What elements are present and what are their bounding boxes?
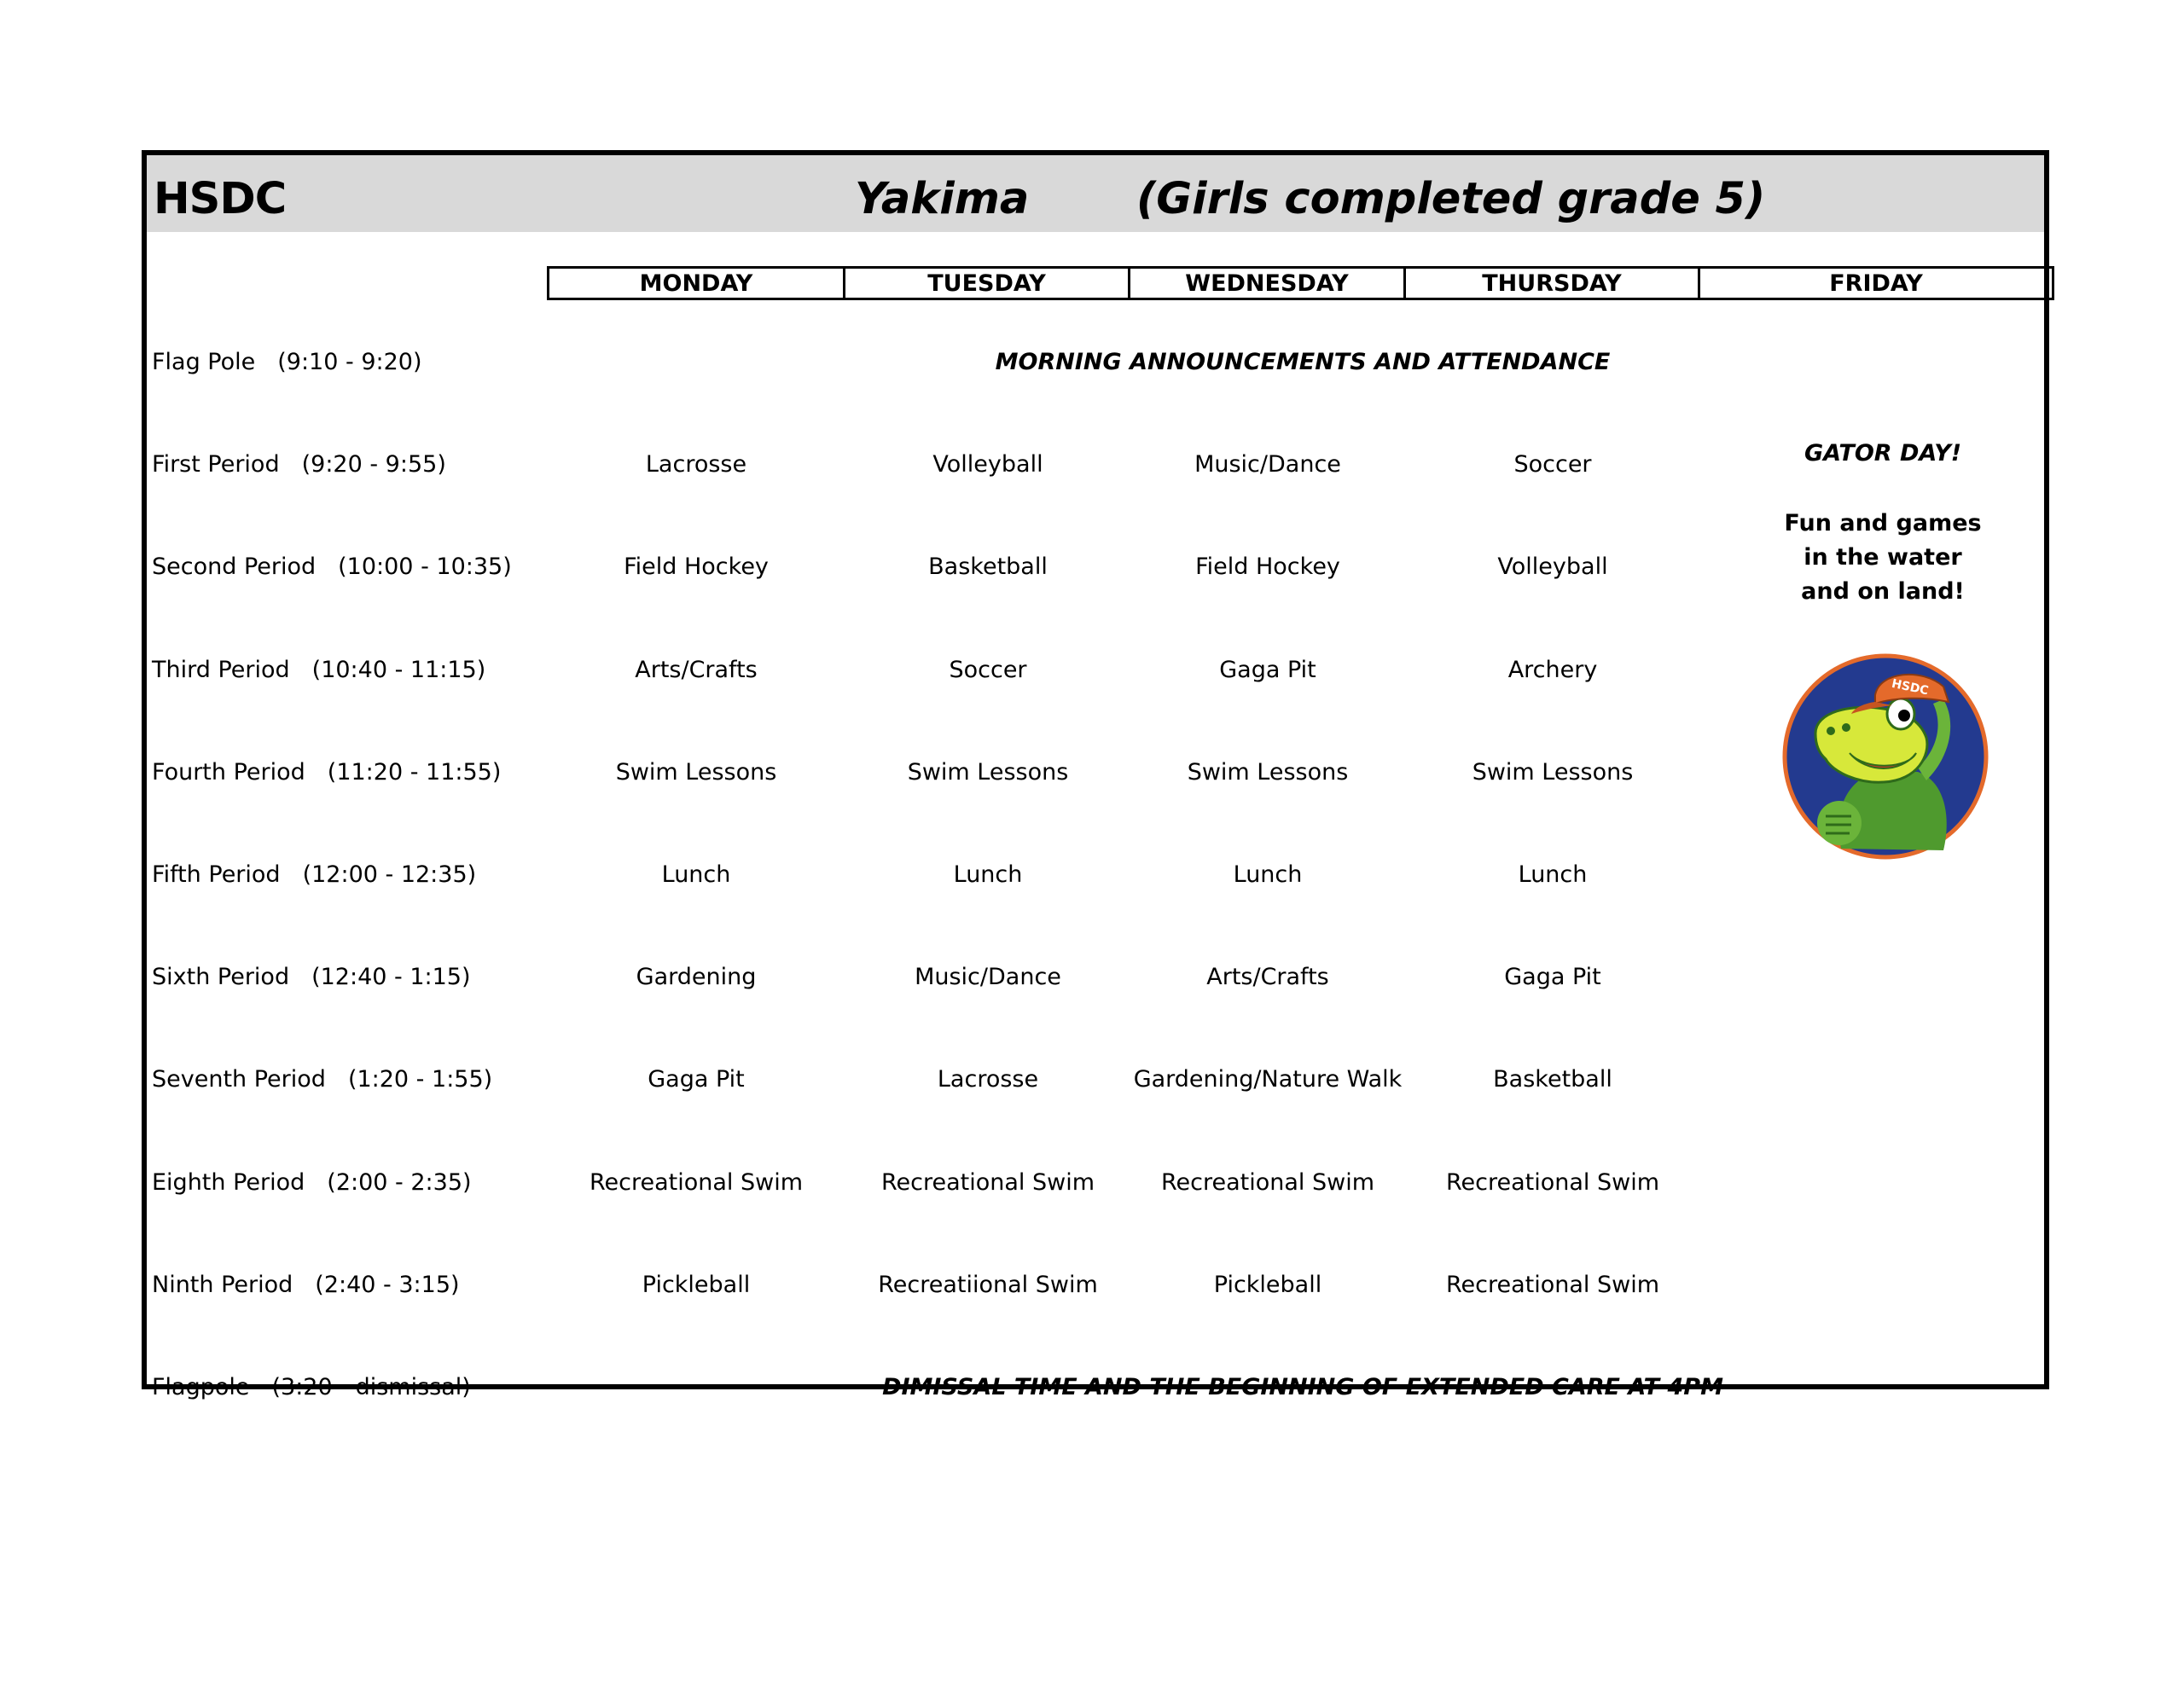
activity-cell: Field Hockey (624, 554, 769, 580)
period-name: Third Period (152, 657, 290, 683)
period-label (152, 1376, 471, 1399)
activity-cell: Volleyball (932, 451, 1043, 478)
period-name: Flagpole (152, 1374, 250, 1400)
activity-cell: Swim Lessons (907, 759, 1069, 786)
activity-cell: Recreatiional Swim (878, 1272, 1098, 1298)
period-name: Fifth Period (152, 861, 281, 888)
period-label (152, 863, 476, 886)
period-time: (10:00 - 10:35) (338, 554, 512, 580)
period-label (152, 761, 501, 784)
period-time: (10:40 - 11:15) (311, 657, 486, 683)
activity-cell: Gaga Pit (648, 1066, 745, 1093)
activity-cell: Recreational Swim (1445, 1272, 1660, 1298)
friday-line: Fun and games (1784, 510, 1982, 536)
period-label (152, 1068, 492, 1091)
period-time: (12:00 - 12:35) (302, 861, 477, 888)
period-name: Ninth Period (152, 1272, 293, 1298)
activity-cell: Recreational Swim (1445, 1169, 1660, 1196)
period-time: (2:40 - 3:15) (315, 1272, 460, 1298)
day-header-friday: FRIDAY (1700, 266, 2054, 300)
activity-cell: Swim Lessons (1187, 759, 1349, 786)
period-name: Second Period (152, 554, 317, 580)
period-name: First Period (152, 451, 280, 478)
activity-cell: Lunch (1233, 861, 1303, 888)
period-label (152, 555, 512, 578)
activity-cell: Gardening/Nature Walk (1133, 1066, 1403, 1093)
period-time: (11:20 - 11:55) (327, 759, 502, 786)
activity-cell: Volleyball (1497, 554, 1608, 580)
period-label (152, 453, 446, 476)
gator-mascot-icon (1781, 652, 1989, 861)
banner-text: DIMISSAL TIME AND THE BEGINNING OF EXTENDED CARE AT 4PM (882, 1374, 1723, 1400)
cap-text: HSDC (1890, 676, 1930, 699)
activity-cell: Basketball (1493, 1066, 1612, 1093)
org-title: HSDC (154, 174, 287, 224)
period-time: (9:10 - 9:20) (277, 349, 422, 375)
period-name: Seventh Period (152, 1066, 326, 1093)
activity-cell: Music/Dance (915, 964, 1061, 990)
activity-cell: Lunch (1518, 861, 1588, 888)
period-name: Flag Pole (152, 349, 256, 375)
period-label (152, 965, 471, 988)
activity-cell: Pickleball (1213, 1272, 1322, 1298)
activity-cell: Swim Lessons (1472, 759, 1634, 786)
activity-cell: Recreational Swim (589, 1169, 804, 1196)
activity-cell: Soccer (1513, 451, 1592, 478)
day-header-thursday: THURSDAY (1406, 266, 1700, 300)
activity-cell: Basketball (928, 554, 1048, 580)
period-name: Eighth Period (152, 1169, 305, 1196)
activity-cell: Gaga Pit (1219, 657, 1316, 683)
schedule-sheet (142, 150, 2049, 1400)
friday-line: in the water (1804, 544, 1962, 571)
activity-cell: Arts/Crafts (1206, 964, 1329, 990)
activity-cell: Swim Lessons (615, 759, 777, 786)
activity-cell: Pickleball (642, 1272, 751, 1298)
friday-line: and on land! (1801, 578, 1965, 605)
day-header-tuesday: TUESDAY (845, 266, 1130, 300)
period-time: (3:20 - dismissal) (271, 1374, 471, 1400)
camp-title: Yakima (855, 174, 1030, 224)
activity-cell: Gaga Pit (1504, 964, 1601, 990)
activity-cell: Music/Dance (1194, 451, 1341, 478)
day-header-monday: MONDAY (547, 266, 845, 300)
activity-cell: Archery (1507, 657, 1598, 683)
day-header-wednesday: WEDNESDAY (1130, 266, 1406, 300)
group-title: (Girls completed grade 5) (1136, 174, 1766, 224)
activity-cell: Lacrosse (645, 451, 747, 478)
period-time: (12:40 - 1:15) (311, 964, 471, 990)
period-name: Sixth Period (152, 964, 290, 990)
friday-title: GATOR DAY! (1804, 440, 1962, 467)
friday-description (1772, 507, 1994, 609)
period-name: Fourth Period (152, 759, 305, 786)
period-label (152, 658, 485, 681)
activity-cell: Lunch (953, 861, 1023, 888)
period-time: (1:20 - 1:55) (347, 1066, 493, 1093)
activity-cell: Lacrosse (937, 1066, 1039, 1093)
period-label (152, 1171, 472, 1194)
activity-cell: Arts/Crafts (635, 657, 758, 683)
period-time: (9:20 - 9:55) (301, 451, 446, 478)
period-label (152, 351, 422, 374)
activity-cell: Gardening (636, 964, 757, 990)
banner-text: MORNING ANNOUNCEMENTS AND ATTENDANCE (995, 349, 1611, 375)
activity-cell: Soccer (949, 657, 1027, 683)
activity-cell: Recreational Swim (880, 1169, 1095, 1196)
activity-cell: Lunch (661, 861, 731, 888)
period-time: (2:00 - 2:35) (327, 1169, 472, 1196)
activity-cell: Field Hockey (1195, 554, 1340, 580)
activity-cell: Recreational Swim (1160, 1169, 1375, 1196)
period-label (152, 1273, 460, 1296)
